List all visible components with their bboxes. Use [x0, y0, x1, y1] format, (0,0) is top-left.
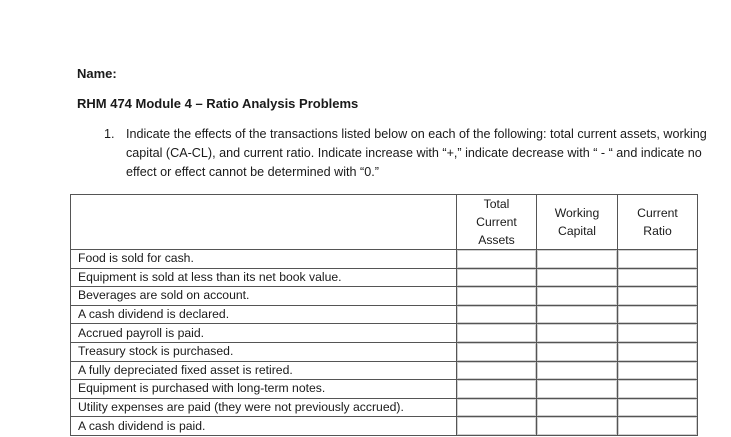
header-current-ratio [618, 195, 698, 250]
table-row [71, 342, 698, 361]
transaction-description: Food is sold for cash. [71, 250, 457, 269]
total-current-assets-answer-cell[interactable] [457, 417, 537, 436]
transaction-description: Equipment is sold at less than its net book value. [71, 268, 457, 287]
working-capital-answer-cell[interactable] [537, 380, 618, 399]
current-ratio-answer-cell[interactable] [618, 268, 698, 287]
transaction-description: Accrued payroll is paid. [71, 324, 457, 343]
header-line: Assets [478, 233, 515, 247]
current-ratio-answer-cell[interactable] [618, 250, 698, 269]
working-capital-answer-cell[interactable] [537, 342, 618, 361]
transaction-description: Equipment is purchased with long-term notes. [71, 380, 457, 399]
current-ratio-answer-cell[interactable] [618, 398, 698, 417]
header-line: Ratio [643, 224, 672, 238]
question-text: Indicate the effects of the transactions listed below on each of the following: total current assets, working capital (CA-CL), and current ratio. Indicate increase with “+,” indicate decrease with “ - “ and indicate no effect or effect cannot be determined with “0.” [126, 127, 707, 179]
current-ratio-answer-cell[interactable] [618, 324, 698, 343]
working-capital-answer-cell[interactable] [537, 305, 618, 324]
table-row [71, 324, 698, 343]
total-current-assets-answer-cell[interactable] [457, 305, 537, 324]
table-row [71, 380, 698, 399]
table-row [71, 305, 698, 324]
header-line: Capital [558, 224, 596, 238]
current-ratio-answer-cell[interactable] [618, 361, 698, 380]
current-ratio-answer-cell[interactable] [618, 305, 698, 324]
table-row [71, 287, 698, 306]
question-1 [104, 125, 714, 182]
transaction-description: Utility expenses are paid (they were not previously accrued). [71, 398, 457, 417]
current-ratio-answer-cell[interactable] [618, 380, 698, 399]
document-title: RHM 474 Module 4 – Ratio Analysis Problems [77, 96, 359, 111]
header-line: Working [554, 206, 600, 220]
total-current-assets-answer-cell[interactable] [457, 287, 537, 306]
table-row [71, 268, 698, 287]
total-current-assets-answer-cell[interactable] [457, 342, 537, 361]
table-row [71, 398, 698, 417]
total-current-assets-answer-cell[interactable] [457, 361, 537, 380]
total-current-assets-answer-cell[interactable] [457, 398, 537, 417]
transaction-description: A cash dividend is paid. [71, 417, 457, 436]
header-line: Total [483, 197, 510, 211]
transaction-description: A fully depreciated fixed asset is retired. [71, 361, 457, 380]
header-line: Current [476, 215, 517, 229]
current-ratio-answer-cell[interactable] [618, 342, 698, 361]
working-capital-answer-cell[interactable] [537, 398, 618, 417]
header-working-capital [537, 195, 618, 250]
transaction-description: Treasury stock is purchased. [71, 342, 457, 361]
total-current-assets-answer-cell[interactable] [457, 268, 537, 287]
total-current-assets-answer-cell[interactable] [457, 324, 537, 343]
ratio-analysis-table [70, 194, 698, 436]
name-label: Name: [77, 66, 117, 81]
table-row [71, 361, 698, 380]
total-current-assets-answer-cell[interactable] [457, 380, 537, 399]
table-row [71, 417, 698, 436]
working-capital-answer-cell[interactable] [537, 417, 618, 436]
working-capital-answer-cell[interactable] [537, 324, 618, 343]
header-blank-cell [71, 195, 457, 250]
total-current-assets-answer-cell[interactable] [457, 250, 537, 269]
header-line: Current [637, 206, 678, 220]
current-ratio-answer-cell[interactable] [618, 417, 698, 436]
working-capital-answer-cell[interactable] [537, 250, 618, 269]
question-number: 1. [104, 127, 115, 141]
working-capital-answer-cell[interactable] [537, 268, 618, 287]
transaction-description: A cash dividend is declared. [71, 305, 457, 324]
current-ratio-answer-cell[interactable] [618, 287, 698, 306]
header-total-current-assets [457, 195, 537, 250]
table-header-row [71, 195, 698, 250]
working-capital-answer-cell[interactable] [537, 361, 618, 380]
working-capital-answer-cell[interactable] [537, 287, 618, 306]
transaction-description: Beverages are sold on account. [71, 287, 457, 306]
table-row [71, 250, 698, 269]
